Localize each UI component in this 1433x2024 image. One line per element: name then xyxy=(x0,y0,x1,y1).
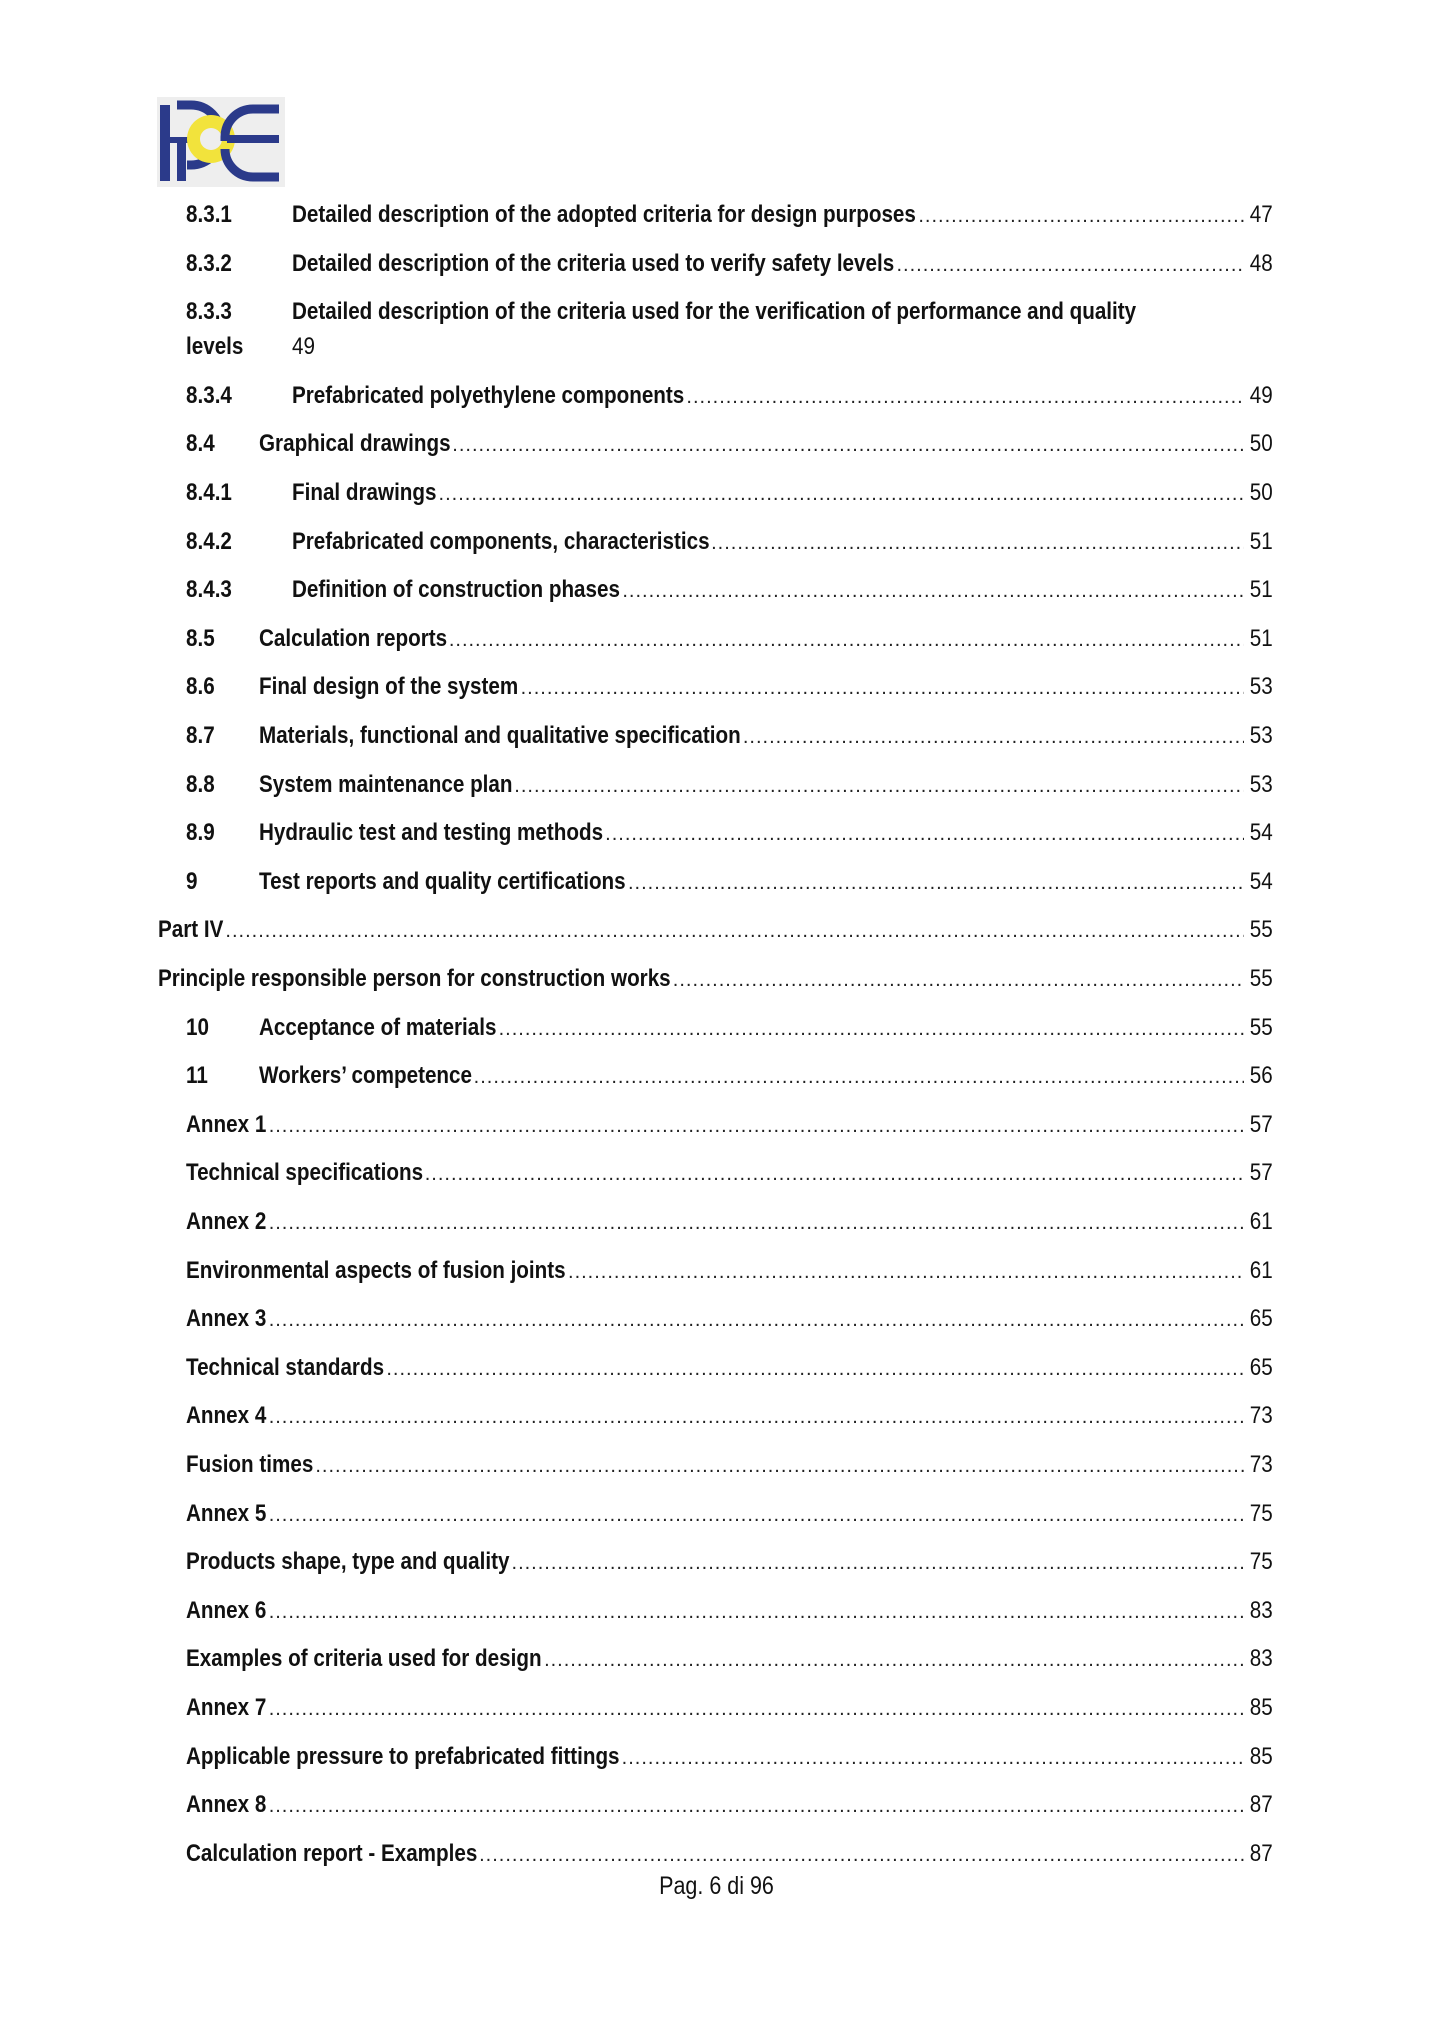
dot-leader xyxy=(269,1789,1245,1823)
toc-entry-page: 73 xyxy=(1250,1402,1273,1429)
toc-entry-number: 8.4.2 xyxy=(186,528,232,555)
dot-leader xyxy=(918,199,1244,233)
toc-entry-page: 83 xyxy=(1250,1645,1273,1672)
toc-entry[interactable] xyxy=(0,1788,1433,1822)
toc-entry[interactable] xyxy=(0,525,1433,559)
toc-entry[interactable] xyxy=(0,1399,1433,1433)
dot-leader xyxy=(269,1400,1245,1434)
toc-entry-page: 61 xyxy=(1250,1257,1273,1284)
toc-entry-title: Examples of criteria used for design xyxy=(186,1645,542,1672)
toc-entry-title: Prefabricated components, characteristics xyxy=(292,528,710,555)
toc-entry-title: Acceptance of materials xyxy=(259,1014,497,1041)
toc-entry-page: 65 xyxy=(1250,1354,1273,1381)
toc-entry-page: 47 xyxy=(1250,201,1273,228)
toc-entry-number: 8.8 xyxy=(186,771,215,798)
toc-entry-number: 8.4.3 xyxy=(186,576,232,603)
toc-entry[interactable] xyxy=(0,1205,1433,1239)
toc-entry[interactable] xyxy=(0,1837,1433,1871)
toc-entry[interactable] xyxy=(0,1156,1433,1190)
toc-entry-title: Final drawings xyxy=(292,479,437,506)
toc-entry-title: Annex 3 xyxy=(186,1305,267,1332)
toc-entry-page: 51 xyxy=(1250,625,1273,652)
dot-leader xyxy=(269,1206,1245,1240)
toc-entry-page: 55 xyxy=(1250,916,1273,943)
toc-entry-number: 8.9 xyxy=(186,819,215,846)
toc-entry-title: Fusion times xyxy=(186,1451,314,1478)
dot-leader xyxy=(269,1692,1245,1726)
toc-entry[interactable] xyxy=(0,719,1433,753)
toc-entry[interactable] xyxy=(0,379,1433,413)
toc-entry-number: 8.4 xyxy=(186,430,215,457)
toc-entry-title: Principle responsible person for construction works xyxy=(158,965,671,992)
dot-leader xyxy=(315,1449,1244,1483)
dot-leader xyxy=(474,1060,1245,1094)
toc-entry-page: 49 xyxy=(1250,382,1273,409)
toc-entry-page: 48 xyxy=(1250,250,1273,277)
toc-entry[interactable] xyxy=(0,1302,1433,1336)
dot-leader xyxy=(622,574,1244,608)
dot-leader xyxy=(686,380,1244,414)
toc-entry-page: 53 xyxy=(1250,771,1273,798)
toc-entry-title: Annex 5 xyxy=(186,1500,267,1527)
dot-leader xyxy=(269,1498,1245,1532)
dot-leader xyxy=(386,1352,1244,1386)
dot-leader xyxy=(425,1157,1245,1191)
dot-leader xyxy=(622,1741,1245,1775)
dot-leader xyxy=(605,817,1244,851)
dot-leader xyxy=(896,248,1244,282)
toc-entry-page: 50 xyxy=(1250,479,1273,506)
toc-entry-page: 51 xyxy=(1250,576,1273,603)
toc-entry-page: 75 xyxy=(1250,1500,1273,1527)
toc-entry-title: Graphical drawings xyxy=(259,430,451,457)
toc-entry-number: 8.3.4 xyxy=(186,382,232,409)
toc-entry-title: Materials, functional and qualitative specification xyxy=(259,722,741,749)
toc-entry-page: 53 xyxy=(1250,722,1273,749)
toc-entry[interactable] xyxy=(0,247,1433,281)
toc-entry-page: 83 xyxy=(1250,1597,1273,1624)
toc-entry-number: 8.5 xyxy=(186,625,215,652)
toc-entry-title: Annex 7 xyxy=(186,1694,267,1721)
toc-entry-page: 65 xyxy=(1250,1305,1273,1332)
toc-entry-page: 75 xyxy=(1250,1548,1273,1575)
toc-entry[interactable] xyxy=(0,1691,1433,1725)
dot-leader xyxy=(673,963,1245,997)
toc-entry-title: Final design of the system xyxy=(259,673,519,700)
dot-leader xyxy=(514,769,1244,803)
toc-entry-title: Test reports and quality certifications xyxy=(259,868,626,895)
toc-entry[interactable] xyxy=(0,768,1433,802)
toc-entry-page: 54 xyxy=(1250,819,1273,846)
toc-entry-title: Annex 2 xyxy=(186,1208,267,1235)
toc-entry-title: System maintenance plan xyxy=(259,771,513,798)
toc-entry-title: Technical specifications xyxy=(186,1159,424,1186)
toc-entry[interactable] xyxy=(0,573,1433,607)
toc-entry-title-continuation: levels xyxy=(186,333,244,360)
toc-entry[interactable] xyxy=(0,913,1433,947)
dot-leader xyxy=(479,1838,1244,1872)
dot-leader xyxy=(521,671,1245,705)
toc-entry-page: 55 xyxy=(1250,965,1273,992)
toc-entry[interactable] xyxy=(0,1011,1433,1045)
toc-entry-page: 51 xyxy=(1250,528,1273,555)
dot-leader xyxy=(225,914,1244,948)
toc-entry[interactable] xyxy=(0,427,1433,461)
toc-entry-page: 73 xyxy=(1250,1451,1273,1478)
page-number-footer: Pag. 6 di 96 xyxy=(659,1872,774,1900)
toc-entry-title: Annex 6 xyxy=(186,1597,267,1624)
toc-entry-page: 53 xyxy=(1250,673,1273,700)
toc-entry[interactable] xyxy=(0,816,1433,850)
toc-entry-number: 8.3.2 xyxy=(186,250,232,277)
toc-entry-page: 56 xyxy=(1250,1062,1273,1089)
toc-entry[interactable] xyxy=(0,865,1433,899)
dot-leader xyxy=(628,866,1244,900)
toc-entry-number: 8.4.1 xyxy=(186,479,232,506)
dot-leader xyxy=(568,1255,1244,1289)
toc-entry-title: Detailed description of the criteria used to verify safety levels xyxy=(292,250,895,277)
toc-entry[interactable] xyxy=(0,1545,1433,1579)
toc-entry[interactable] xyxy=(0,1642,1433,1676)
dot-leader xyxy=(743,720,1244,754)
toc-entry[interactable] xyxy=(0,1108,1433,1142)
toc-entry-page: 57 xyxy=(1250,1111,1273,1138)
toc-entry-number: 8.3.1 xyxy=(186,201,232,228)
toc-entry[interactable] xyxy=(0,1497,1433,1531)
toc-entry[interactable] xyxy=(0,198,1433,232)
dot-leader xyxy=(512,1546,1245,1580)
toc-entry-number: 10 xyxy=(186,1014,209,1041)
dot-leader xyxy=(711,526,1244,560)
dot-leader xyxy=(269,1109,1245,1143)
toc-entry-title: Annex 1 xyxy=(186,1111,267,1138)
toc-entry-title: Detailed description of the criteria used for the verification of performance and quality xyxy=(292,298,1137,325)
toc-entry[interactable] xyxy=(0,962,1433,996)
ipoe-logo xyxy=(157,97,285,187)
toc-entry-title: Part IV xyxy=(158,916,224,943)
toc-entry[interactable] xyxy=(0,295,1433,360)
dot-leader xyxy=(452,428,1244,462)
toc-entry-page: 87 xyxy=(1250,1840,1273,1867)
toc-entry-number: 11 xyxy=(186,1062,208,1089)
toc-entry-title: Applicable pressure to prefabricated fittings xyxy=(186,1743,620,1770)
toc-entry-page: 54 xyxy=(1250,868,1273,895)
toc-entry-number: 8.7 xyxy=(186,722,215,749)
toc-entry-title: Prefabricated polyethylene components xyxy=(292,382,685,409)
toc-entry-page: 55 xyxy=(1250,1014,1273,1041)
toc-entry-title: Annex 4 xyxy=(186,1402,267,1429)
toc-entry-number: 9 xyxy=(186,868,198,895)
toc-entry-title: Calculation reports xyxy=(259,625,448,652)
toc-entry-number: 8.6 xyxy=(186,673,215,700)
toc-entry-number: 8.3.3 xyxy=(186,298,232,325)
toc-entry-page: 87 xyxy=(1250,1791,1273,1818)
toc-entry[interactable] xyxy=(0,1351,1433,1385)
toc-entry[interactable] xyxy=(0,1740,1433,1774)
dot-leader xyxy=(269,1303,1245,1337)
toc-entry-page: 85 xyxy=(1250,1743,1273,1770)
dot-leader xyxy=(269,1595,1245,1629)
toc-entry[interactable] xyxy=(0,1594,1433,1628)
toc-entry[interactable] xyxy=(0,476,1433,510)
toc-entry-page: 85 xyxy=(1250,1694,1273,1721)
toc-entry-title: Technical standards xyxy=(186,1354,385,1381)
toc-entry[interactable] xyxy=(0,1448,1433,1482)
toc-entry-title: Environmental aspects of fusion joints xyxy=(186,1257,566,1284)
toc-entry-title: Hydraulic test and testing methods xyxy=(259,819,604,846)
dot-leader xyxy=(499,1012,1245,1046)
dot-leader xyxy=(449,623,1244,657)
toc-entry-title: Workers’ competence xyxy=(259,1062,472,1089)
dot-leader xyxy=(439,477,1245,511)
toc-entry-page: 61 xyxy=(1250,1208,1273,1235)
toc-entry-title: Products shape, type and quality xyxy=(186,1548,510,1575)
toc-entry-title: Definition of construction phases xyxy=(292,576,620,603)
toc-entry-page: 57 xyxy=(1250,1159,1273,1186)
dot-leader xyxy=(544,1643,1244,1677)
toc-entry-title: Annex 8 xyxy=(186,1791,267,1818)
toc-entry[interactable] xyxy=(0,622,1433,656)
toc-entry-page: 50 xyxy=(1250,430,1273,457)
toc-entry-title: Calculation report - Examples xyxy=(186,1840,478,1867)
toc-entry-title: Detailed description of the adopted criteria for design purposes xyxy=(292,201,916,228)
toc-entry[interactable] xyxy=(0,1059,1433,1093)
toc-entry[interactable] xyxy=(0,670,1433,704)
toc-entry[interactable] xyxy=(0,1254,1433,1288)
toc-entry-page: 49 xyxy=(292,333,315,360)
